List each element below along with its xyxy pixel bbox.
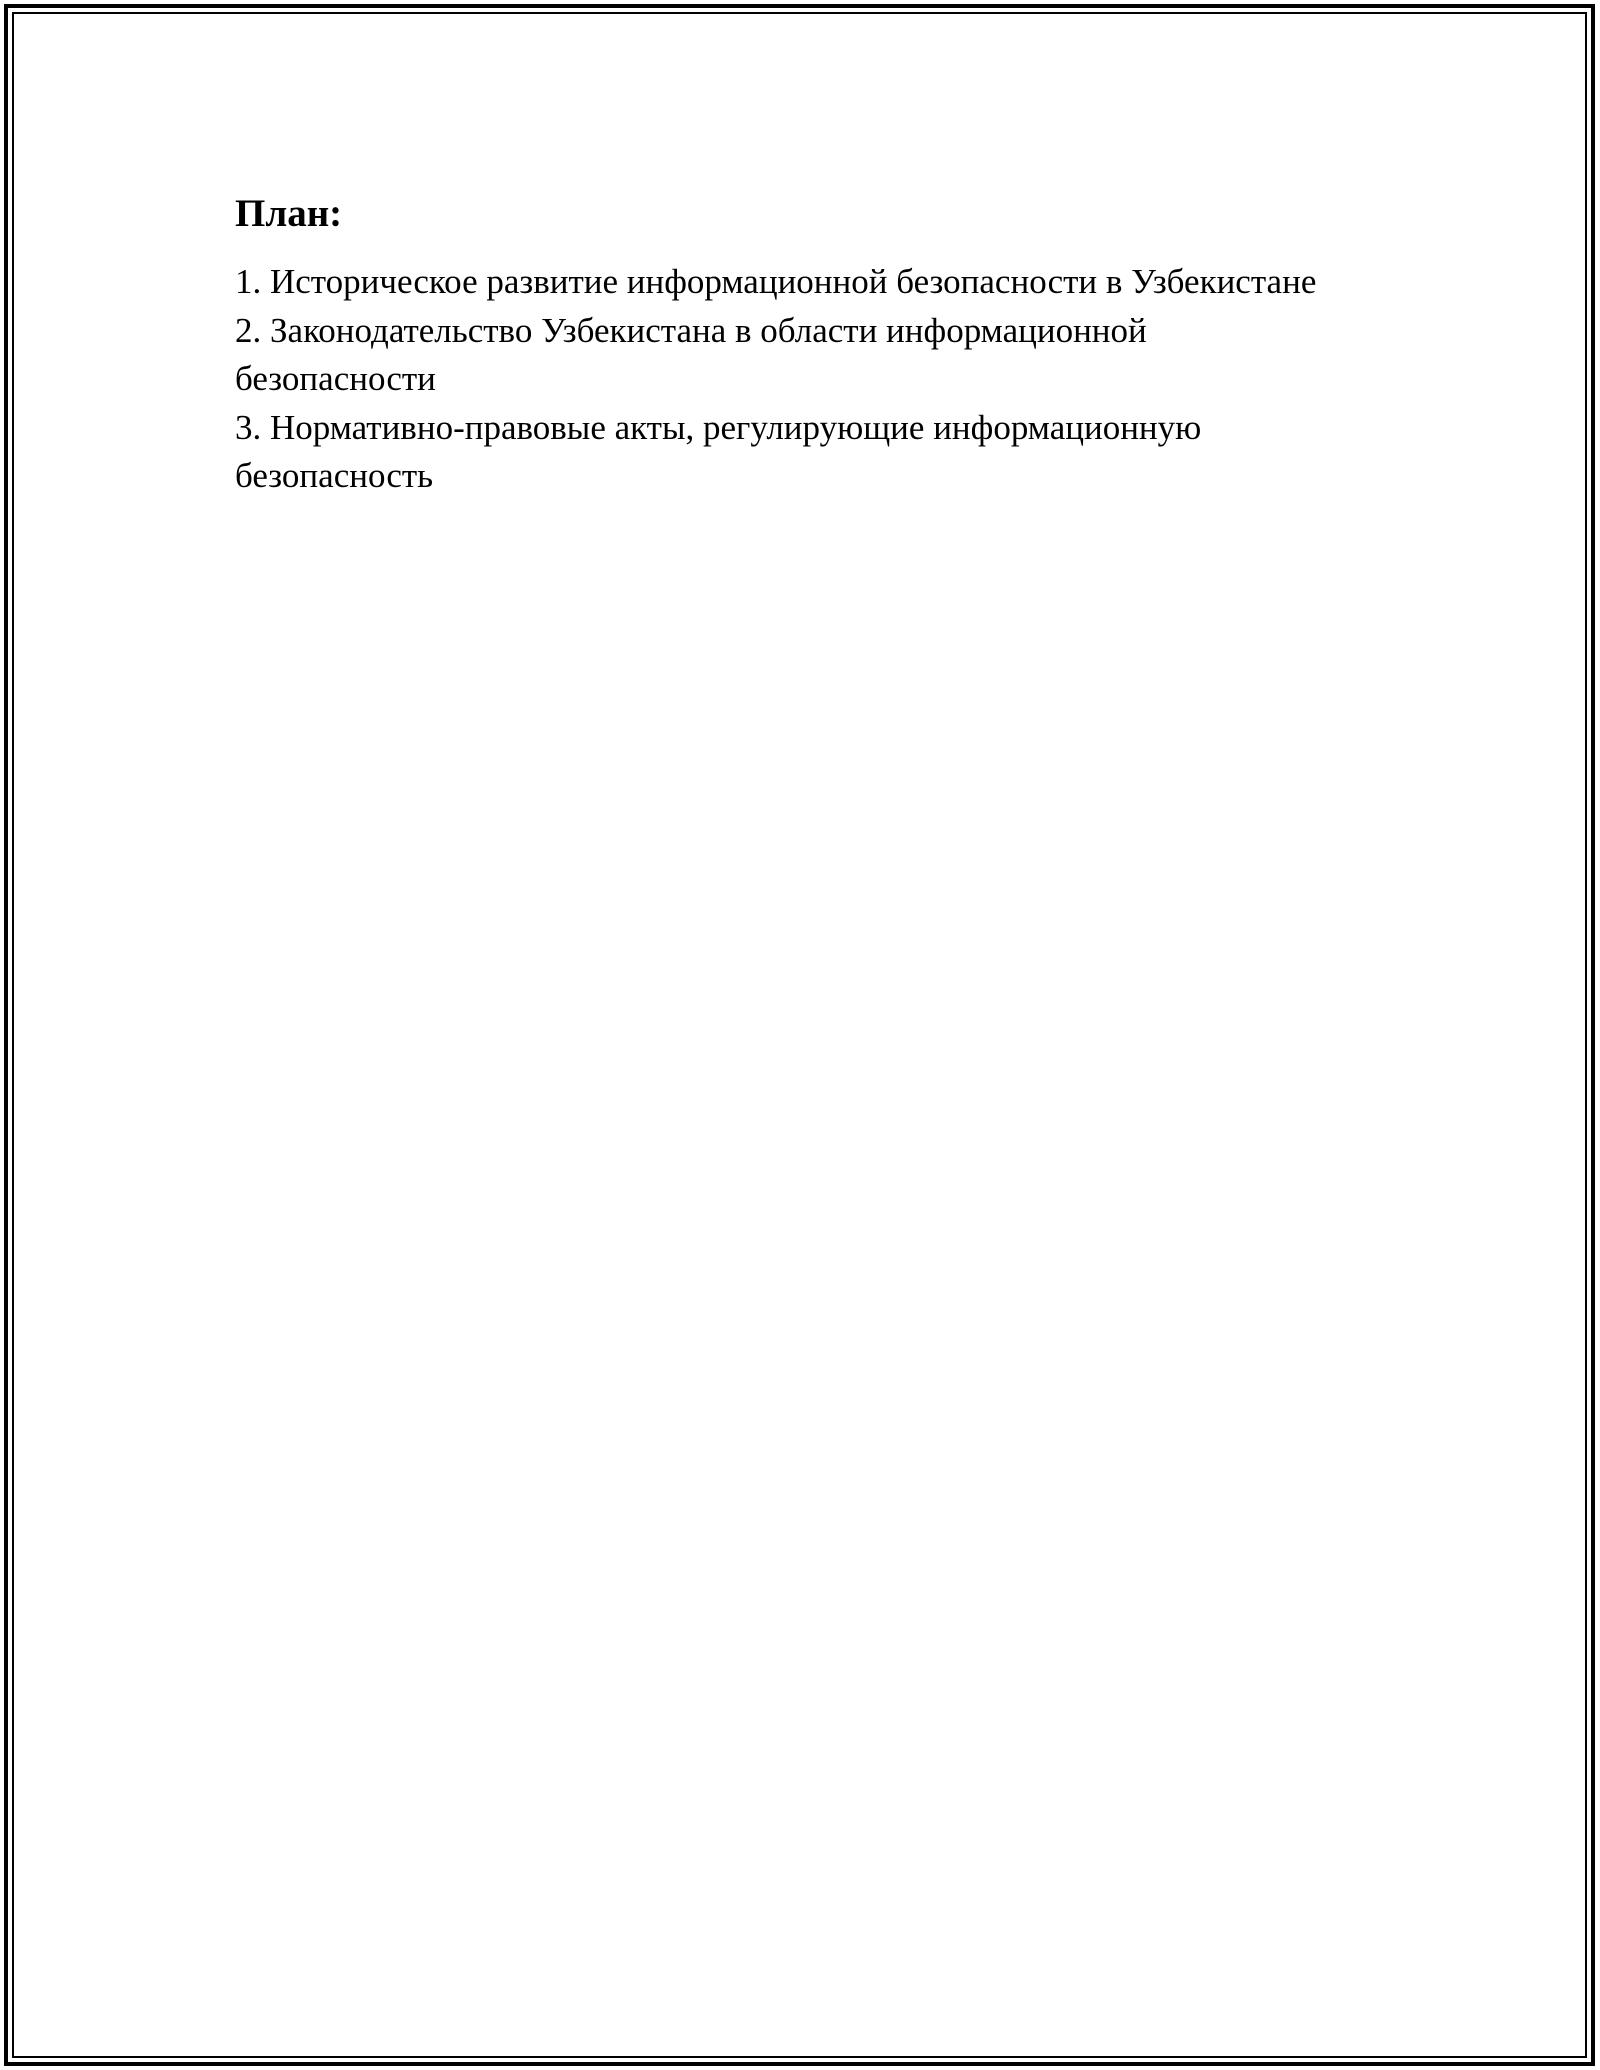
plan-list bbox=[235, 258, 1365, 501]
plan-item-1: 1. Историческое развитие информационной безопасности в Узбекистане bbox=[235, 262, 1317, 301]
plan-heading: План: bbox=[235, 192, 343, 235]
page-content bbox=[235, 188, 1365, 501]
plan-item-2: 2. Законодательство Узбекистана в области информационной безопасности bbox=[235, 310, 1147, 398]
plan-item-3: 3. Нормативно-правовые акты, регулирующие информационную безопасность bbox=[235, 407, 1202, 495]
